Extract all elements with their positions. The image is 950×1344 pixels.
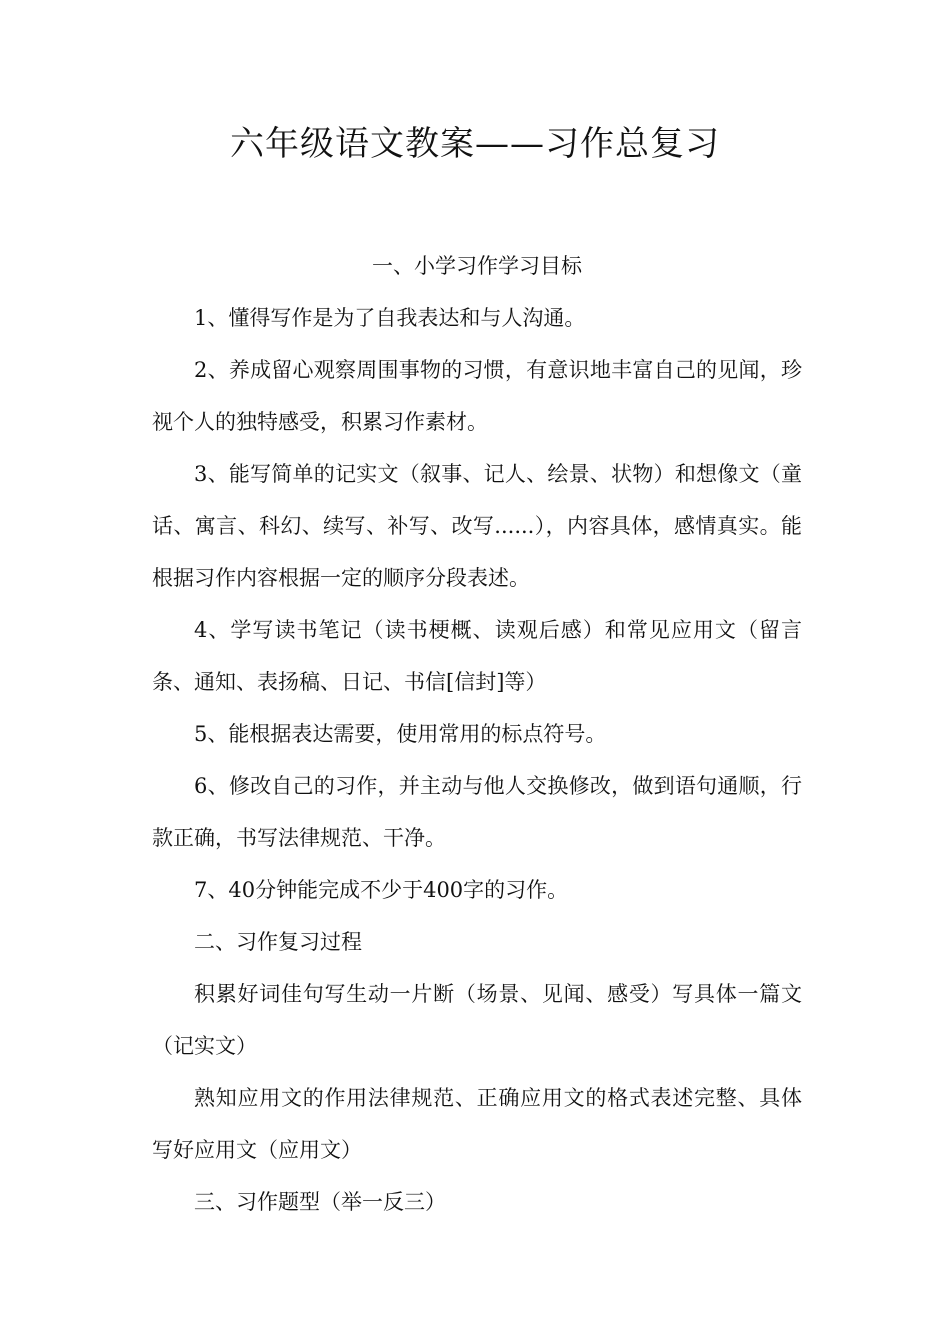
section-heading-process: 二、习作复习过程 — [194, 930, 362, 954]
document-body — [152, 240, 802, 1228]
paragraph-goal-3: 3、能写简单的记实文（叙事、记人、绘景、状物）和想像文（童话、寓言、科幻、续写、补写、改写......），内容具体，感情真实。能根据习作内容根据一定的顺序分段表述。 — [152, 462, 802, 590]
paragraph-goal-5: 5、能根据表达需要，使用常用的标点符号。 — [194, 722, 607, 746]
paragraph-process-1: 积累好词佳句写生动一片断（场景、见闻、感受）写具体一篇文（记实文） — [152, 982, 802, 1058]
paragraph-goal-6: 6、修改自己的习作，并主动与他人交换修改，做到语句通顺，行款正确，书写法律规范、干净。 — [152, 774, 802, 850]
section-heading-goals: 一、小学习作学习目标 — [372, 254, 582, 278]
section-heading-types: 三、习作题型（举一反三） — [194, 1190, 446, 1214]
paragraph-goal-7: 7、40分钟能完成不少于400字的习作。 — [194, 878, 569, 902]
paragraph-process-2: 熟知应用文的作用法律规范、正确应用文的格式表述完整、具体写好应用文（应用文） — [152, 1086, 802, 1162]
paragraph-goal-2: 2、养成留心观察周围事物的习惯，有意识地丰富自己的见闻，珍视个人的独特感受，积累习作素材。 — [152, 358, 802, 434]
document-title: 六年级语文教案——习作总复习 — [230, 124, 720, 164]
paragraph-goal-1: 1、懂得写作是为了自我表达和与人沟通。 — [194, 306, 586, 330]
paragraph-goal-4: 4、学写读书笔记（读书梗概、读观后感）和常见应用文（留言条、通知、表扬稿、日记、书信[信封]等） — [152, 618, 802, 694]
